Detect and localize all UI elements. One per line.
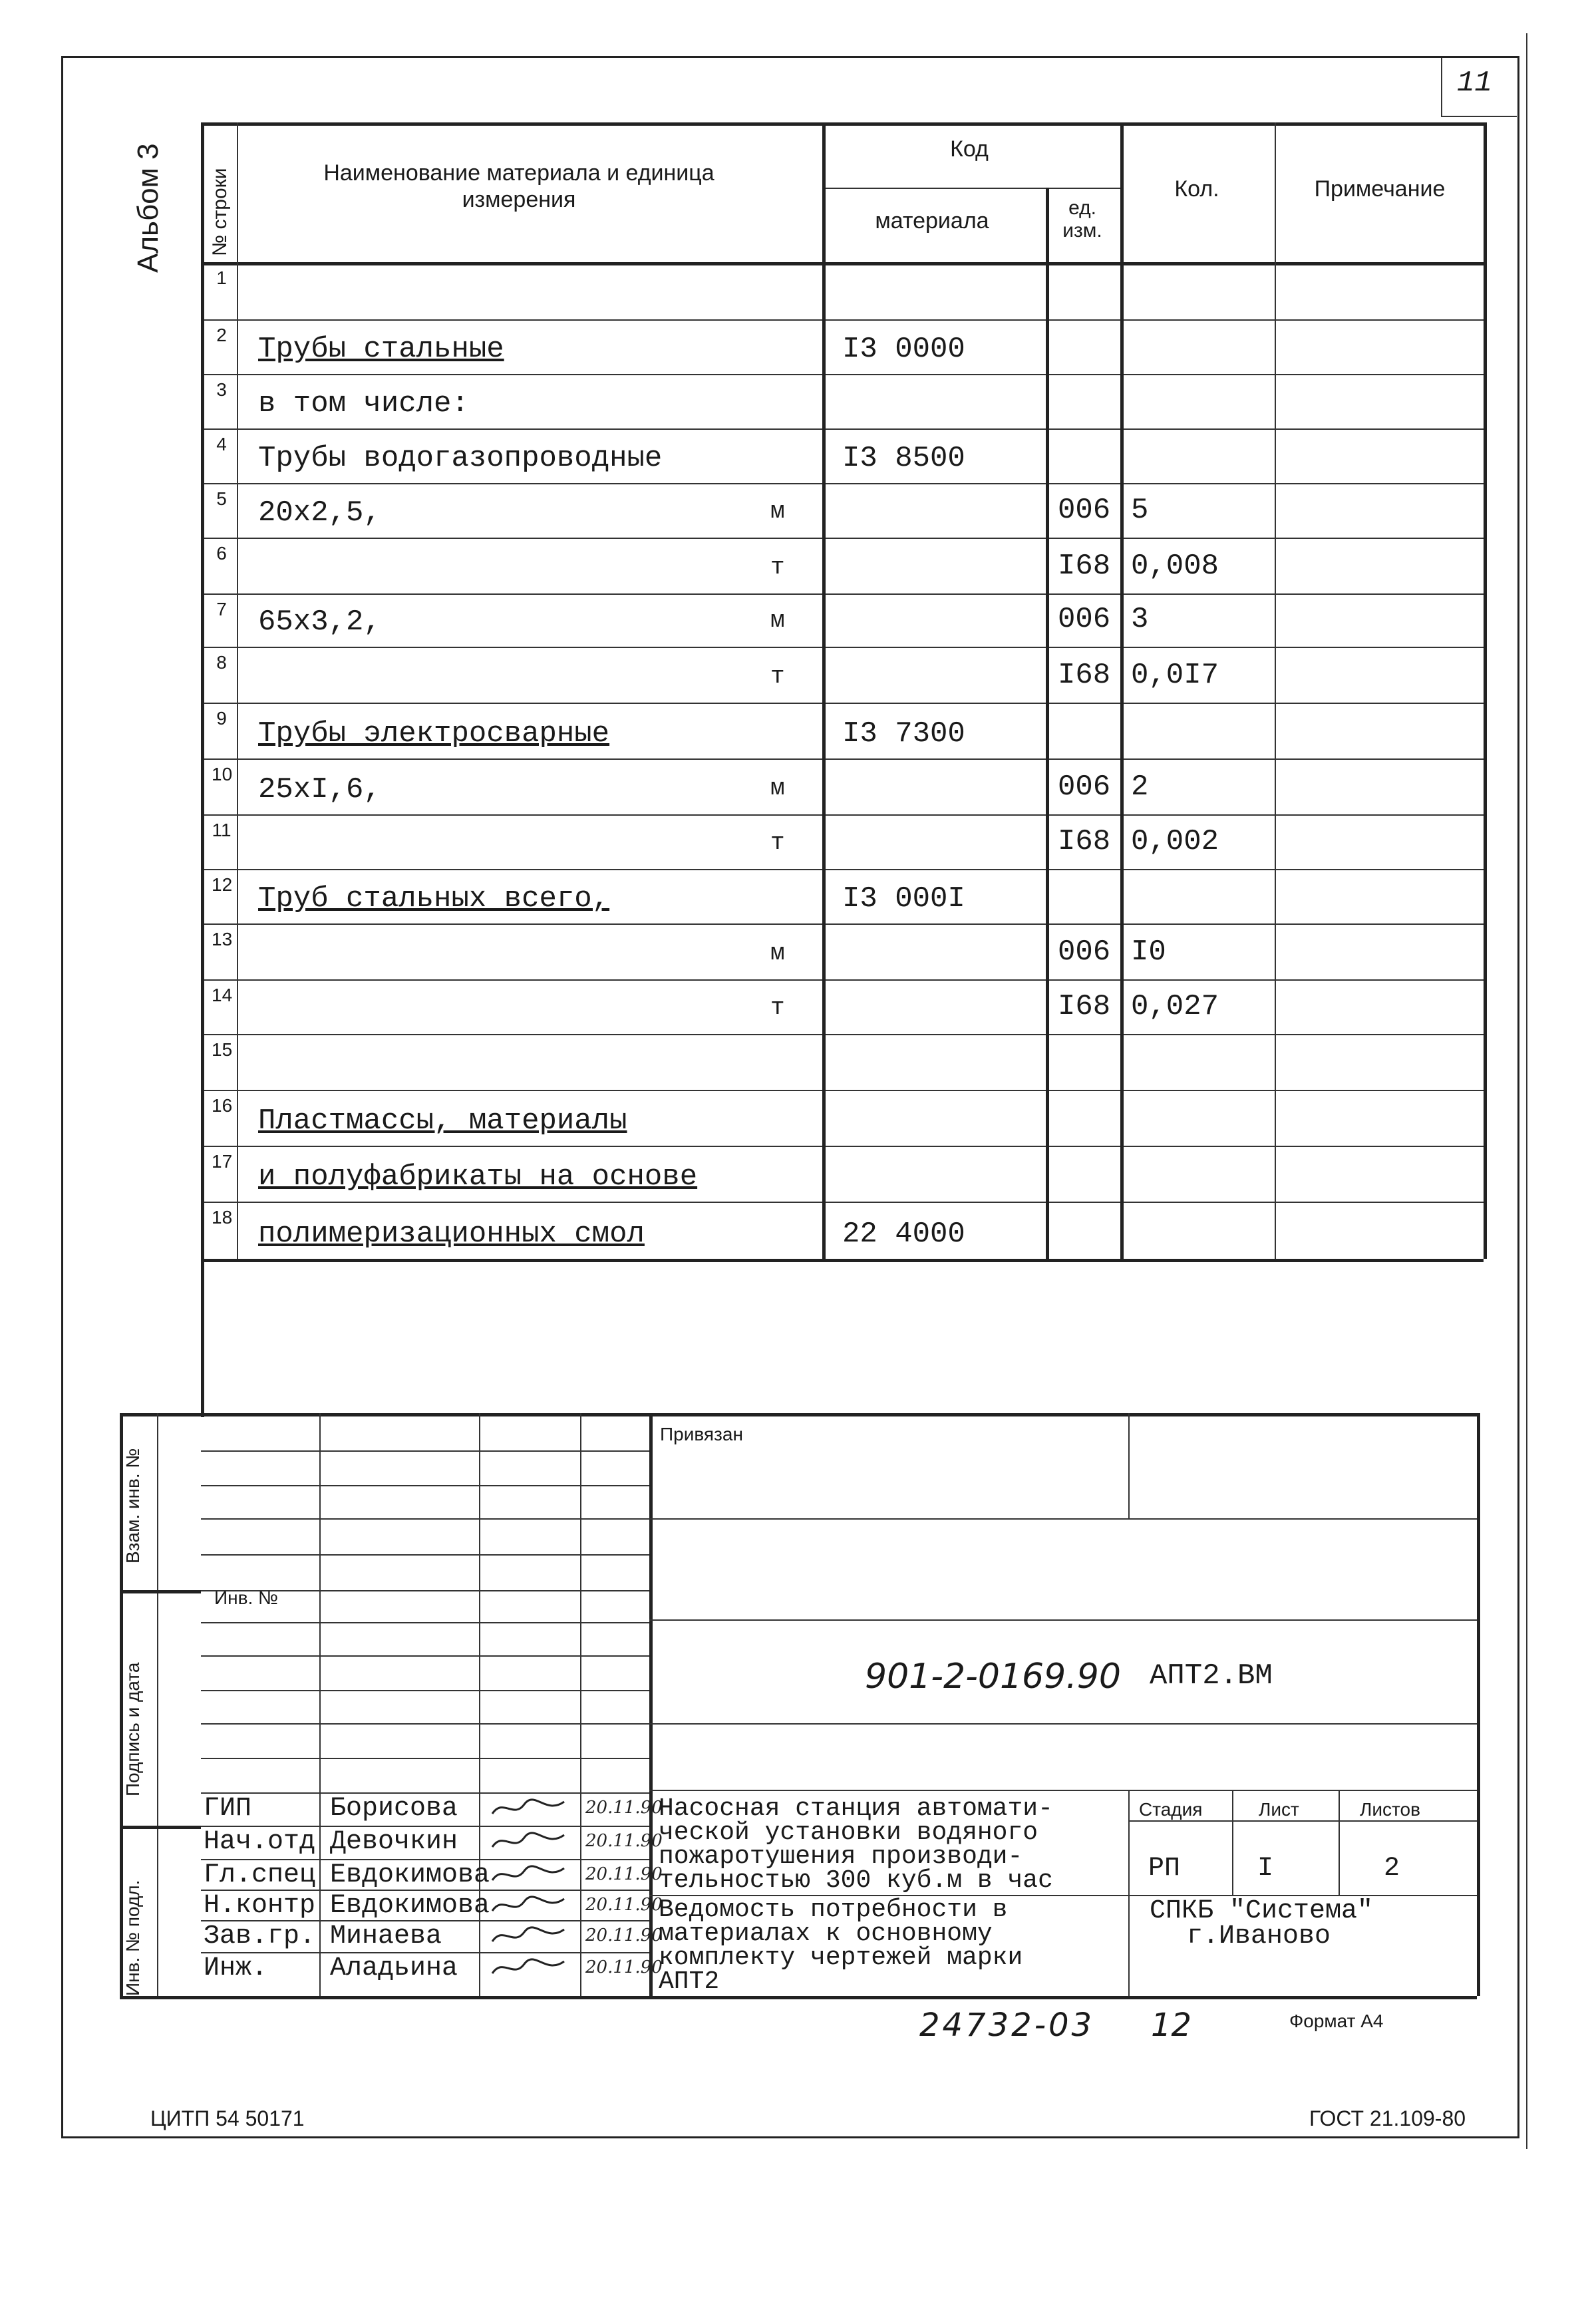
- material-name: в том числе:: [258, 387, 469, 420]
- staff-name: Девочкин: [330, 1827, 458, 1857]
- row-number: 1: [216, 267, 227, 288]
- staff-role: ГИП: [204, 1794, 252, 1824]
- staff-role: Инж.: [204, 1953, 268, 1983]
- sheets-value: 2: [1384, 1854, 1400, 1884]
- stage-value: РП: [1148, 1854, 1181, 1884]
- signature-icon: [490, 1923, 569, 1955]
- tb-col-line: [1232, 1790, 1233, 1895]
- material-name: Трубы водогазопроводные: [258, 442, 663, 475]
- material-unit: м: [770, 939, 785, 967]
- tb-row-line: [201, 1690, 649, 1691]
- row-number: 15: [212, 1039, 233, 1060]
- tb-bottom: [120, 1996, 1477, 1999]
- tb-right: [1477, 1413, 1480, 1996]
- tb-row-line: [201, 1450, 649, 1452]
- staff-name: Евдокимова: [330, 1891, 490, 1921]
- album-label: Альбом 3: [132, 143, 164, 273]
- tb-row-line: [201, 1485, 649, 1486]
- description-line: Насосная станция автомати-: [659, 1794, 1053, 1823]
- staff-role: Нач.отд: [204, 1827, 316, 1857]
- format-label: Формат А4: [1289, 2011, 1384, 2031]
- unit-code: I68: [1058, 990, 1111, 1023]
- staff-date: 20.11.90: [585, 1957, 663, 1977]
- description-line: Ведомость потребности в: [659, 1896, 1008, 1924]
- side-label-vzam: Взам. инв. №: [122, 1448, 143, 1564]
- row-number: 6: [216, 543, 227, 564]
- row-number: 13: [212, 929, 233, 949]
- row-line: [201, 1259, 1484, 1262]
- staff-date: 20.11.90: [585, 1831, 663, 1851]
- tb-line: [649, 1518, 1477, 1520]
- unit-code: 006: [1058, 494, 1111, 527]
- signature-icon: [490, 1955, 569, 1987]
- row-number: 3: [216, 379, 227, 400]
- table-row: [201, 758, 1484, 814]
- quantity: 0,002: [1131, 825, 1219, 858]
- table-row: [201, 647, 1484, 703]
- signature-icon: [490, 1795, 569, 1827]
- description-line: ческой установки водяного: [659, 1818, 1038, 1847]
- staff-date: 20.11.90: [585, 1864, 663, 1884]
- tb-line: [649, 1619, 1477, 1621]
- tb-row-line: [201, 1554, 649, 1556]
- tb-col-line: [319, 1413, 321, 1996]
- staff-role: Зав.гр.: [204, 1921, 316, 1951]
- tb-line: [649, 1723, 1477, 1725]
- material-code: I3 0000: [842, 333, 965, 366]
- row-number: 12: [212, 874, 233, 895]
- tb-side-col: [157, 1413, 158, 1996]
- org-city: г.Иваново: [1187, 1921, 1331, 1951]
- header-note: Примечание: [1314, 176, 1446, 202]
- unit-code: 006: [1058, 770, 1111, 804]
- tb-row-line: [201, 1723, 649, 1725]
- material-code: I3 000I: [842, 882, 965, 915]
- staff-name: Евдокимова: [330, 1860, 490, 1890]
- material-unit: м: [770, 774, 785, 802]
- tb-col-line: [580, 1413, 581, 1996]
- header-quantity: Кол.: [1174, 176, 1219, 202]
- row-number: 4: [216, 434, 227, 454]
- material-unit: м: [770, 607, 785, 634]
- table-row: [201, 979, 1484, 1034]
- material-name: 25хI,6,: [258, 773, 381, 806]
- header-code: Код: [950, 136, 989, 162]
- quantity: 2: [1131, 770, 1149, 804]
- org-name: СПКБ "Система": [1150, 1896, 1374, 1926]
- header-row-number: № строки: [209, 168, 231, 256]
- page-number: 11: [1457, 67, 1492, 100]
- staff-name: Аладьина: [330, 1953, 458, 1983]
- quantity: 0,027: [1131, 990, 1219, 1023]
- row-number: 18: [212, 1207, 233, 1228]
- quantity: 0,008: [1131, 550, 1219, 583]
- tb-privyazan-split: [1128, 1413, 1130, 1518]
- material-name: 20х2,5,: [258, 496, 381, 530]
- tb-line: [649, 1790, 1477, 1791]
- signature-icon: [490, 1892, 569, 1924]
- quantity: I0: [1131, 935, 1166, 969]
- header-code-unit: ед. изм.: [1062, 197, 1102, 242]
- table-right-border: [1484, 122, 1487, 1259]
- tb-line: [1128, 1820, 1477, 1822]
- staff-name: Минаева: [330, 1921, 442, 1951]
- material-name: Пластмассы, материалы: [258, 1104, 627, 1138]
- staff-name: Борисова: [330, 1794, 458, 1824]
- material-name: и полуфабрикаты на основе: [258, 1160, 698, 1194]
- unit-code: 006: [1058, 935, 1111, 969]
- table-row: [201, 483, 1484, 538]
- material-name: Трубы стальные: [258, 333, 504, 366]
- staff-date: 20.11.90: [585, 1925, 663, 1945]
- row-number: 5: [216, 488, 227, 509]
- quantity: 0,0I7: [1131, 659, 1219, 692]
- sheet-value: I: [1257, 1854, 1274, 1884]
- description-line: материалах к основному: [659, 1919, 993, 1948]
- tb-row-line: [201, 1622, 649, 1623]
- tb-side-sep: [120, 1826, 201, 1829]
- table-row: [201, 1034, 1484, 1090]
- staff-date: 20.11.90: [585, 1895, 663, 1915]
- unit-code: I68: [1058, 550, 1111, 583]
- footer-left: ЦИТП 54 50171: [150, 2106, 305, 2130]
- tb-row-line: [201, 1758, 649, 1759]
- table-top-border: [201, 122, 1484, 126]
- row-number: 8: [216, 652, 227, 673]
- material-unit: т: [770, 554, 785, 581]
- table-row: [201, 923, 1484, 979]
- material-code: I3 7300: [842, 717, 965, 750]
- row-number: 14: [212, 985, 233, 1005]
- material-unit: т: [770, 829, 785, 856]
- material-unit: м: [770, 498, 785, 525]
- tb-top: [120, 1413, 1477, 1416]
- material-name: Труб стальных всего,: [258, 882, 610, 915]
- right-margin-line: [1526, 33, 1527, 2149]
- quantity: 5: [1131, 494, 1149, 527]
- tb-side-sep: [120, 1590, 201, 1593]
- tb-col-line: [1128, 1790, 1130, 1996]
- signature-icon: [490, 1862, 569, 1894]
- material-unit: т: [770, 994, 785, 1021]
- footer-right: ГОСТ 21.109-80: [1309, 2106, 1466, 2130]
- material-unit: т: [770, 663, 785, 690]
- row-number: 16: [212, 1095, 233, 1116]
- unit-code: I68: [1058, 659, 1111, 692]
- privyazan-label: Привязан: [660, 1424, 743, 1444]
- inv-no-label: Инв. №: [214, 1587, 279, 1608]
- material-name: 65х3,2,: [258, 605, 381, 639]
- sheet-label: Лист: [1259, 1799, 1299, 1820]
- side-label-podpis: Подпись и дата: [122, 1662, 143, 1796]
- description-line: АПТ2: [659, 1967, 720, 1996]
- staff-role: Н.контр: [204, 1891, 316, 1921]
- staff-role: Гл.спец: [204, 1860, 316, 1890]
- code-split-line: [822, 188, 1120, 189]
- material-code: I3 8500: [842, 442, 965, 475]
- material-name: полимеризационных смол: [258, 1218, 645, 1251]
- material-name: Трубы электросварные: [258, 717, 610, 750]
- doc-code: 901-2-0169.90: [865, 1657, 1121, 1697]
- table-row: [201, 262, 1484, 319]
- unit-code: I68: [1058, 825, 1111, 858]
- row-number: 11: [212, 820, 232, 840]
- tb-col-line: [1339, 1790, 1340, 1895]
- table-row: [201, 814, 1484, 869]
- signature-icon: [490, 1828, 569, 1860]
- row-number: 17: [212, 1151, 233, 1172]
- row-number: 10: [212, 764, 233, 784]
- sheets-label: Листов: [1360, 1799, 1420, 1820]
- row-number: 9: [216, 708, 227, 729]
- stage-label: Стадия: [1139, 1799, 1203, 1820]
- description-line: комплекту чертежей марки: [659, 1943, 1023, 1972]
- material-code: 22 4000: [842, 1218, 965, 1251]
- header-material-name: Наименование материала и единица измерения: [323, 160, 714, 212]
- unit-code: 006: [1058, 603, 1111, 636]
- archive-page: 12: [1151, 2007, 1192, 2044]
- tb-row-line: [201, 1518, 649, 1520]
- doc-mark: АПТ2.ВМ: [1150, 1659, 1273, 1693]
- description-line: пожаротушения производи-: [659, 1842, 1023, 1871]
- side-label-inv-podl: Инв. № подл.: [122, 1880, 143, 1996]
- description-line: тельностью 300 куб.м в час: [659, 1866, 1053, 1895]
- staff-date: 20.11.90: [585, 1798, 663, 1818]
- quantity: 3: [1131, 603, 1149, 636]
- row-number: 2: [216, 325, 227, 345]
- archive-number: 24732-03: [919, 2007, 1095, 2044]
- table-row: [201, 538, 1484, 593]
- tb-row-line: [201, 1655, 649, 1657]
- header-code-material: материала: [875, 208, 989, 234]
- row-number: 7: [216, 599, 227, 619]
- table-row: [201, 593, 1484, 647]
